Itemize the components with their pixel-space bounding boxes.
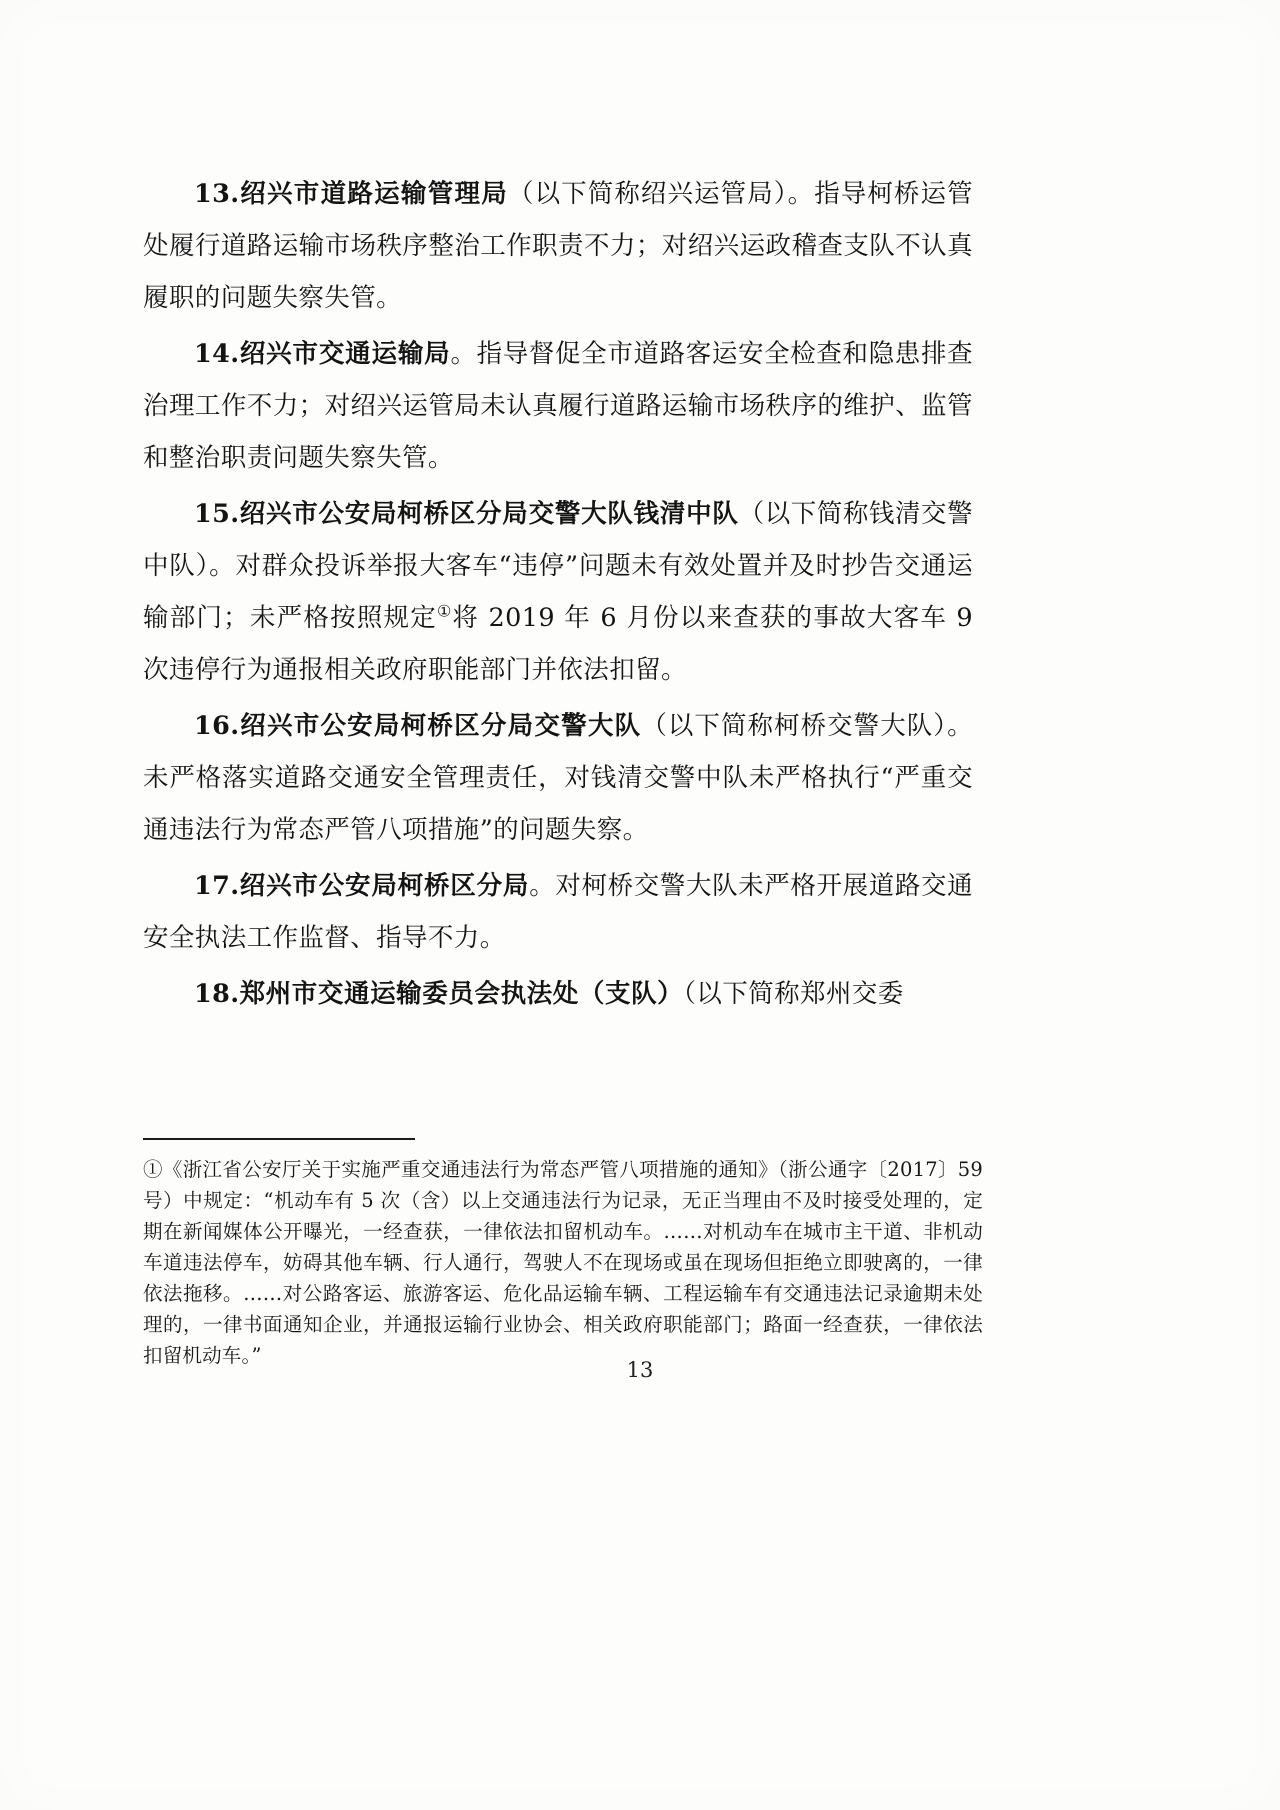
paragraph-body-16: （以下简称柯桥交警大队）。未严格落实道路交通安全管理责任，对钱清交警中队未严格执行“严重交通违法行为常态严管八项措施”的问题失察。 bbox=[143, 711, 973, 845]
paragraph-lead-15: 绍兴市公安局柯桥区分局交警大队钱清中队 bbox=[239, 499, 739, 529]
paragraph-lead-16: 绍兴市公安局柯桥区分局交警大队 bbox=[239, 711, 642, 741]
paragraph-lead-17: 绍兴市公安局柯桥区分局 bbox=[239, 871, 530, 901]
paragraph-body-17: 。对柯桥交警大队未严格开展道路交通安全执法工作监督、指导不力。 bbox=[143, 871, 973, 953]
footnote-section bbox=[143, 1138, 983, 1371]
paragraph-body-14: 。指导督促全市道路客运安全检查和隐患排查治理工作不力；对绍兴运管局未认真履行道路运输市场秩序的维护、监管和整治职责问题失察失管。 bbox=[143, 339, 973, 473]
footnote-text bbox=[143, 1154, 983, 1371]
paragraph-body-13: （以下简称绍兴运管局）。指导柯桥运管处履行道路运输市场秩序整治工作职责不力；对绍兴运政稽查支队不认真履职的问题失察失管。 bbox=[143, 179, 973, 313]
paragraph-body-15-before-ref: （以下简称钱清交警中队）。对群众投诉举报大客车“违停”问题未有效处置并及时抄告交通运输部门；未严格按照规定 bbox=[143, 499, 974, 633]
footnote-body: 《浙江省公安厅关于实施严重交通违法行为常态严管八项措施的通知》（浙公通字〔2017〕59 号）中规定：“机动车有 5 次（含）以上交通违法行为记录，无正当理由不及时接受处理的，定期在新闻媒体公开曝光，一经查获，一律依法扣留机动车。……对机动车在城市主干道、非机动车道违法停车，妨碍其他车辆、行人通行，驾驶人不在现场或虽在现场但拒绝立即驶离的，一律依法拖移。……对公路客运、旅游客运、危化品运输车辆、工程运输车有交通违法记录逾期未处理的，一律书面通知企业，并通报运输行业协会、相关政府职能部门；路面一经查获，一律依法扣留机动车。” bbox=[143, 1158, 984, 1367]
footnote-separator-rule bbox=[143, 1138, 415, 1140]
numbered-paragraph-14 bbox=[143, 328, 973, 484]
paragraph-lead-13: 绍兴市道路运输管理局 bbox=[239, 179, 509, 209]
paragraph-number-17: 17. bbox=[194, 871, 240, 901]
footnote-reference-marker[interactable]: ① bbox=[437, 601, 453, 621]
paragraph-body-15-after-ref: 将 2019 年 6 月份以来查获的事故大客车 9 次违停行为通报相关政府职能部门并依法扣留。 bbox=[143, 603, 974, 685]
page-number: 13 bbox=[626, 1358, 654, 1382]
paragraph-number-15: 15. bbox=[194, 499, 240, 529]
paragraph-body-18: （以下简称郑州交委 bbox=[683, 979, 904, 1009]
numbered-paragraph-16 bbox=[143, 700, 973, 856]
paragraph-number-18: 18. bbox=[194, 979, 240, 1009]
numbered-paragraph-13 bbox=[143, 168, 973, 324]
paragraph-number-14: 14. bbox=[194, 339, 240, 369]
paragraph-lead-14: 绍兴市交通运输局 bbox=[239, 339, 451, 369]
paragraph-lead-18: 郑州市交通运输委员会执法处（支队） bbox=[239, 979, 684, 1009]
paragraph-number-16: 16. bbox=[194, 711, 240, 741]
numbered-paragraph-18 bbox=[143, 968, 973, 1020]
paragraph-number-13: 13. bbox=[194, 179, 240, 209]
page-body bbox=[143, 168, 973, 1024]
numbered-paragraph-15 bbox=[143, 488, 973, 696]
footnote-marker: ① bbox=[143, 1158, 163, 1181]
numbered-paragraph-17 bbox=[143, 860, 973, 964]
